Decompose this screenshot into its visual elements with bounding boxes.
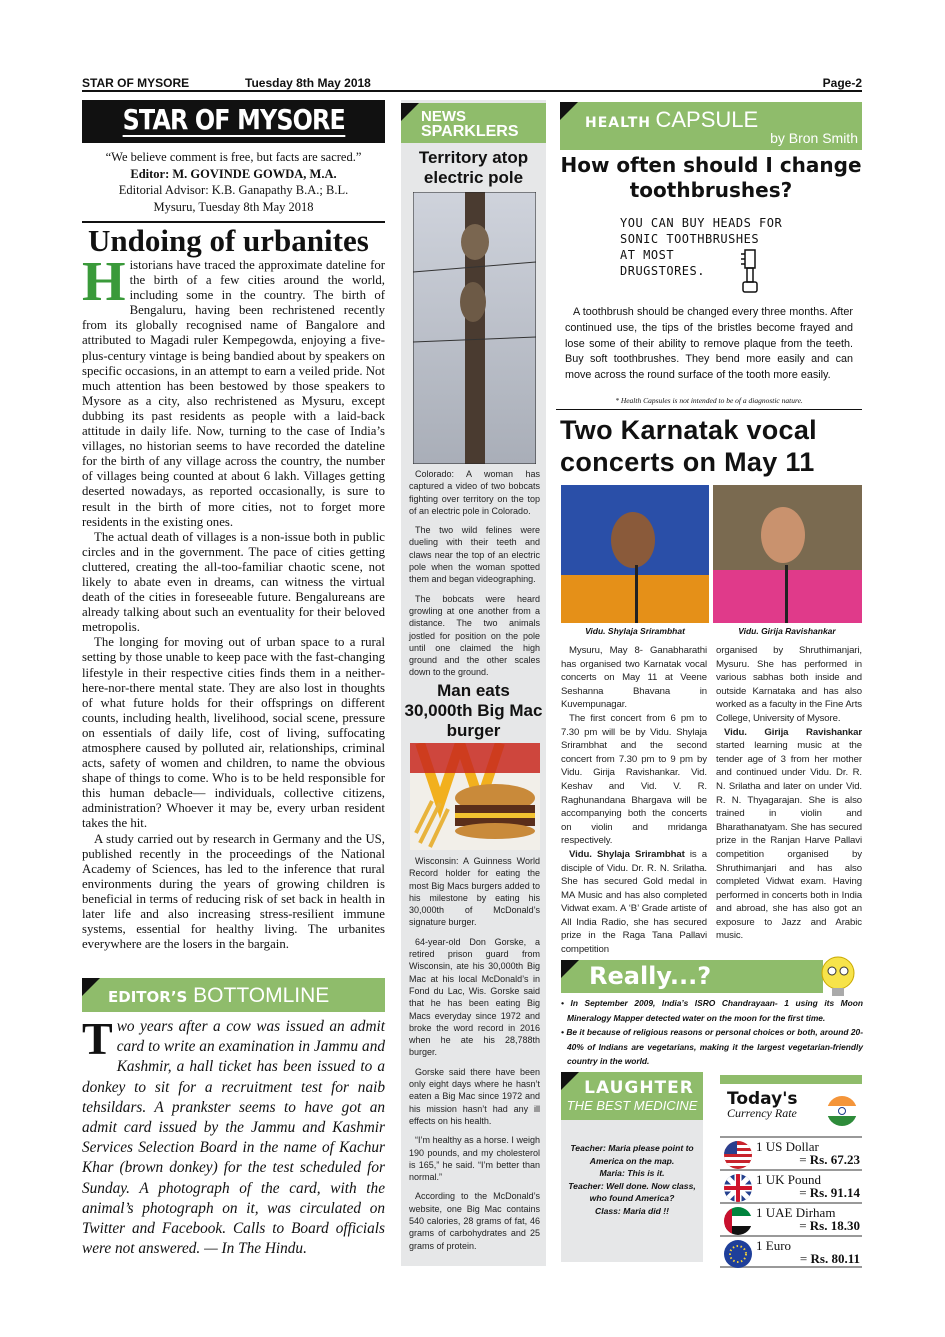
paragraph — [561, 848, 707, 957]
paragraph-text: started learning music at the tender age of 3 from her mother and continued under Vidu. Dr. R. N. Srilatha and later on under Vid. R. N. Thyagarajan. She is also trained in violin and Bharathanatyam. She has secured prize in the Ranjan Harve Pallavi competition organised by Shruthimanjari and has also completed Vidwat exam. Having performed in concerts both in India and abroad, she has also got an exposure to Jazz and Arabic music. — [716, 740, 862, 942]
uae-flag-icon — [724, 1207, 752, 1235]
paragraph: The longing for moving out of urban space to a rural setting by those unable to keep pace with the fast-changing lifestyle in their respective cities finds them in a neither-here-nor-there mental state. They are also lost in thoughts of what future holds for their offsprings on different counts, including health, livelihood, social scene, pressure on essentials of daily life, cost of living, suffocating atmosphere caused by polluted air, relationships, criminal acts, safety of women and children, to name the obvious shape of things to come. Who is to be held responsible for this human debacle— individuals, collective citizens, administration? Whoever it may be, every urban resident takes the hit. — [82, 635, 385, 831]
laughter-banner — [561, 1072, 703, 1120]
health-disclaimer: * Health Capsules is not intended to be of a diagnostic nature. — [556, 396, 862, 410]
rate-text: Rs. 80.11 — [810, 1251, 860, 1266]
banner-label: BOTTOMLINE — [193, 984, 330, 1007]
editor-line: Editor: M. GOVINDE GOWDA, M.A. — [130, 166, 337, 181]
paragraph — [716, 726, 862, 944]
photo-caption: Vidu. Shylaja Srirambhat — [585, 626, 685, 636]
currency-value: = Rs. 80.11 — [799, 1251, 860, 1266]
banner-line1: NEWS — [421, 108, 466, 125]
story-title: Territory atop electric pole — [418, 148, 529, 187]
fact-text: Be it because of religious reasons or personal choices or both, around 20-40% of Indians are vegetarians, making it the largest vegetarian-friendly country in the world. — [566, 1027, 863, 1066]
really-facts — [561, 996, 863, 1069]
dateline: Mysuru, Tuesday 8th May 2018 — [153, 199, 314, 214]
editorial-body — [82, 251, 385, 952]
paragraph: The two wild felines were dueling with their teeth and claws near the top of an electric pole when the woman spotted them and began videographing. — [409, 525, 540, 585]
drop-cap: H — [82, 251, 126, 313]
toothbrush-icon — [725, 246, 775, 296]
currency-rate-box — [720, 1075, 862, 1268]
tagline: “We believe comment is free, but facts are sacred.” — [105, 150, 362, 164]
currency-row-gbp — [720, 1169, 862, 1202]
currency-value: = Rs. 67.23 — [799, 1152, 860, 1167]
paragraph: A study carried out by research in Germany and the US, published recently in the proceedings of the National Academy of Sciences, has led to the inference that rural environments during the years of growing children is beneficial in terms of reducing risk of set back in health in later life and also increasing stress-resilient immune systems, essential for healthy living. The urbanites everywhere are the losers in the bargain. — [82, 831, 385, 952]
bottomline-body: wo years after a cow was issued an admit card to write an examination in Jammu and Kashmir, a hall ticket has been issued to a donkey to sit for a recruitment test for naib tehsildars. A prankster seems to have got an admit card issued by the Jammu and Kashmir Services Selection Board in the name of Kachur Khar (brown donkey) for the test scheduled for Sunday. A photograph of the card, with the animal’s photograph on it, was circulated on Twitter and Facebook. Calls to Board officials were not answered. — In The Hindu. — [82, 1018, 385, 1258]
concerts-column-1 — [561, 644, 707, 957]
currency-name: 1 UAE Dirham — [756, 1205, 836, 1220]
cartoon-line: DRUGSTORES. — [620, 264, 705, 278]
currency-row-eur — [720, 1235, 862, 1268]
banner-bold: HEALTH — [585, 115, 651, 131]
artist-name: Vidu. Shylaja Srirambhat — [569, 848, 685, 860]
uk-flag-icon — [724, 1174, 752, 1202]
banner-line2: THE BEST MEDICINE — [566, 1098, 698, 1113]
currency-bar — [720, 1075, 862, 1084]
currency-name: 1 UK Pound — [756, 1172, 822, 1187]
joke-line: Teacher: Maria please point to America on the map. — [570, 1143, 694, 1166]
bobcat-pole-photo — [413, 192, 536, 464]
joke-text — [561, 1142, 703, 1217]
paragraph: Gorske said there have been only eight days where he hasn’t eaten a Big Mac since 1972 and his mission hasn’t had any ill effects on his health. — [409, 1066, 540, 1126]
paragraph: According to the McDonald’s website, one Big Mac contains 540 calories, 28 grams of fat, 46 grams of carbohydrates and 25 grams of protein. — [409, 1191, 540, 1251]
cartoon-line: YOU CAN BUY HEADS FOR — [620, 216, 783, 230]
paragraph: Colorado: A woman has captured a video of two bobcats fighting over territory on the top of an electric pole in Colorado. — [409, 469, 540, 516]
advisor-line: Editorial Advisor: K.B. Ganapathy B.A.; B.L. — [118, 183, 349, 197]
cartoon-line: AT MOST — [620, 248, 675, 262]
byline: by Bron Smith — [770, 130, 858, 146]
story-text — [409, 468, 540, 686]
joke-line: Teacher: Well done. Now class, who found America? — [568, 1180, 696, 1203]
issue-date: Tuesday 8th May 2018 — [245, 76, 371, 90]
banner-line1: LAUGHTER — [584, 1078, 694, 1098]
bottomline-banner — [82, 978, 385, 1012]
health-text: A toothbrush should be changed every three months. After continued use, the tips of the bristles become frayed and lose some of their ability to remove plaque from the teeth. Buy soft toothbrushes. They bend more easily and can move across the round surface of the tooth more easily. — [565, 306, 853, 382]
editorial-headline: Undoing of urbanites — [88, 223, 369, 258]
rate-text: Rs. 18.30 — [809, 1218, 860, 1233]
india-flag-icon — [826, 1095, 858, 1127]
artist-name: Vidu. Girija Ravishankar — [724, 726, 862, 738]
masthead-title: STAR OF MYSORE — [122, 103, 345, 136]
currency-subtitle: Currency Rate — [727, 1106, 797, 1120]
news-sparklers-banner — [401, 103, 546, 143]
joke-line: Maria: This is it. — [599, 1168, 665, 1178]
joke-line: Class: Maria did !! — [594, 1205, 670, 1216]
story-text — [409, 855, 540, 1259]
paragraph: 64-year-old Don Gorske, a retired prison guard from Wisconsin, ate his 30,000th Big Mac at his local McDonald’s in Fond du Lac, Wis. Gorske said that he has been eating Big Macs everyday since 1972 and broke the word record in 2016 when he ate his 28,788th burger. — [409, 936, 540, 1058]
bottomline-text — [82, 1013, 385, 1259]
health-capsule-banner — [560, 102, 862, 150]
page-header — [82, 76, 862, 92]
currency-row-usd — [720, 1136, 862, 1169]
paragraph: The bobcats were heard growling at one another from a distance. The two animals jostled for position on the pole until one claimed the high ground and the other scales down to the ground. — [409, 593, 540, 678]
currency-name: 1 US Dollar — [756, 1139, 819, 1154]
health-headline: How often should I change toothbrushes? — [560, 153, 862, 202]
paragraph: The actual death of villages is a non-issue both in public circles and in the government. The pace of cities getting cluttered, creating the all-too-familiar chaotic scene, not likely to abate even in dreams, can witness the virtual death of the cities in foreseeable future. Bengalureans are already talking about such an eventuality for their beloved metropolis. — [82, 529, 385, 635]
singer-photo-shylaja — [561, 485, 709, 623]
really-banner: Really...? — [561, 960, 823, 993]
currency-row-aed — [720, 1202, 862, 1235]
page-number: Page-2 — [822, 76, 862, 90]
paragraph — [82, 251, 385, 530]
story-title: Man eats 30,000th Big Mac burger — [404, 681, 543, 740]
fact-item: • Be it because of religious reasons or personal choices or both, around 20-40% of Indians are vegetarians, making it the largest vegetarian-friendly country in the world. — [561, 1027, 863, 1066]
rate-text: Rs. 91.14 — [809, 1185, 860, 1200]
cartoon-line: SONIC TOOTHBRUSHES — [620, 232, 760, 246]
us-flag-icon — [724, 1141, 752, 1169]
concerts-headline: Two Karnatak vocal concerts on May 11 — [560, 415, 817, 477]
banner-line2: SPARKLERS — [421, 123, 519, 140]
paper-name: STAR OF MYSORE — [82, 76, 190, 90]
masthead — [82, 100, 385, 143]
paragraph-text: istorians have traced the approximate dateline for the birth of a few cities around the world, including some in the country. The birth of Bengaluru, having been rechristened recently from its globally recognised name of Bangalore and attributed to Magadi ruler Kempegowda, enjoying a five-plus-century vintage is being bandied about by speakers on specific occasions, in an attempt to earn a veiled pride. Not much attention has been bestowed by those speakers to Mysore as a city, also rechristened as Mysuru, except dubbing its past residents as people with a laid-back attitude in daily life. Now, turning to the case of India’s villages, no historian seems to have recorded the dateline for the birth of any village across the country, the number of villages being counted at about 6 lakh. Villages getting deserted nowadays, as reported occasionally, is sure to result in the birth of more cities, not to forget more residents in the existing ones. — [82, 258, 385, 529]
fact-item: • In September 2009, India’s ISRO Chandrayaan- 1 using its Moon Mineralogy Mapper detected water on the moon for the first time. — [561, 998, 863, 1023]
paragraph: “I’m healthy as a horse. I weigh 190 pounds, and my cholesterol is 165,” he said. “I’m better than normal.” — [409, 1135, 540, 1183]
drop-cap: T — [82, 1013, 113, 1064]
rate-text: Rs. 67.23 — [809, 1152, 860, 1167]
paragraph: Mysuru, May 8- Ganabharathi has organised two Karnatak vocal concerts on May 11 at Veene Seshanna Bhavana in Kuvempunagar. — [561, 645, 707, 711]
banner-label: CAPSULE — [655, 107, 759, 132]
big-mac-photo — [410, 743, 540, 850]
paragraph-text: is a disciple of Vidu. Dr. R. N. Srilatha. She has secured Gold medal in MA Music and has also completed Vidwat exam. A ‘B’ Grade artiste of All India Radio, she has secured prize in the Raga Tana Pallavi competition — [561, 848, 707, 956]
currency-value: = Rs. 91.14 — [799, 1185, 860, 1200]
currency-value: = Rs. 18.30 — [799, 1218, 860, 1233]
paragraph: Wisconsin: A Guinness World Record holder for eating the most Big Macs burgers added to his milestone by eating his 30,000th of McDonald’s signature burger. — [409, 856, 540, 928]
masthead-info — [82, 149, 385, 223]
paragraph: The first concert from 6 pm to 7.30 pm will be by Vidu. Shylaja Srirambhat and the second concert from 7.30 pm to 9 pm by Vidu. Girija Ravishankar. Vid. Keshav and Vid. V. R. Raghunandana Bhargava will be accompanying both the concerts on violin and mridanga respectively. — [561, 712, 707, 847]
paragraph: organised by Shruthimanjari, Mysuru. She has performed in various sabhas both inside and outside Karnataka and has also worked as a faculty in the Fine Arts College, University of Mysore. — [716, 645, 862, 724]
banner-bold: EDITOR’S — [108, 988, 188, 1006]
fact-text: In September 2009, India’s ISRO Chandrayaan- 1 using its Moon Mineralogy Mapper detected water on the moon for the first time. — [567, 998, 863, 1023]
eu-flag-icon — [724, 1240, 752, 1268]
currency-name: 1 Euro — [756, 1238, 792, 1253]
lightbulb-mascot-icon — [815, 954, 861, 998]
photo-caption: Vidu. Girija Ravishankar — [738, 626, 836, 636]
singer-photo-girija — [713, 485, 862, 623]
currency-title: Today's — [727, 1089, 798, 1109]
concerts-column-2 — [716, 644, 862, 943]
